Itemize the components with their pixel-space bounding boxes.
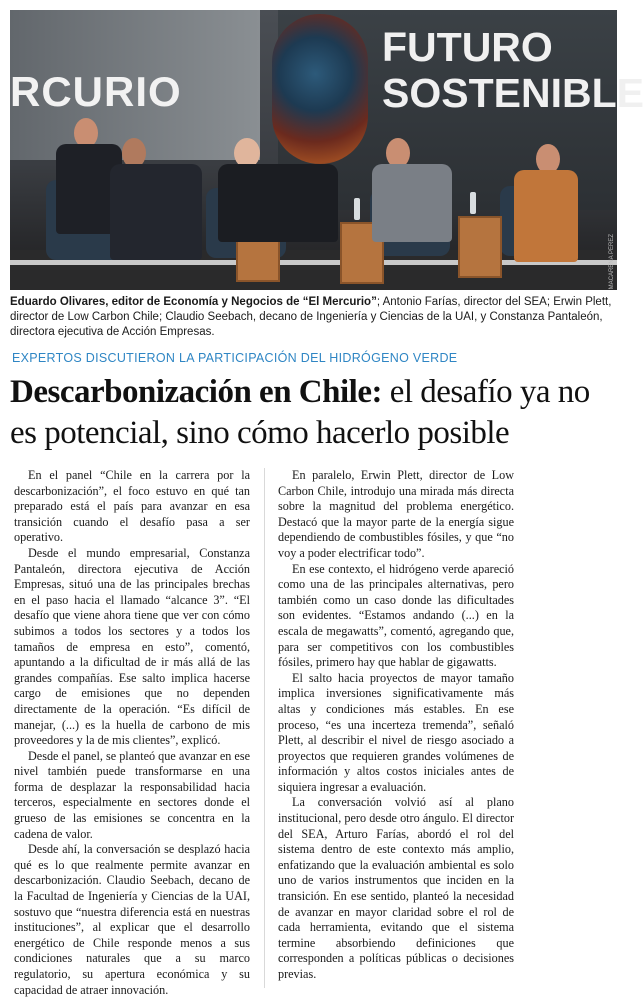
paragraph: Desde ahí, la conversación se desplazó hacia qué es lo que realmente permite avanzar en descarbonización. Claudio Seebach, decano de la Facultad de Ingeniería y Ciencias de la UAI, sostuvo que “nuestra diferencia está en nuestras instituciones”, al explicar que el desarrollo energético de Chile responde menos a sus condiciones naturales que a su marco regulatorio, su apertura económica y su capacidad de atraer innovación. xyxy=(14,842,250,997)
paragraph: Desde el mundo empresarial, Constanza Pantaleón, directora ejecutiva de Acción Empresas, situó una de las principales brechas en el paso hacia el llamado “alcance 3”. “El desafío que viene ahora tiene que ver con cómo subimos a todos los sectores y a todos los tamaños de empresa en esto”, comentó, apuntando a la dificultad de ir más allá de las grandes compañías. Ese salto implica hacerse cargo de emisiones que no dependen directamente de la operación. “Es difícil de manejar, (...) es la huella de carbono de mis proveedores y la de mis clientes”, explicó. xyxy=(14,545,250,748)
water-bottle xyxy=(470,192,476,214)
paragraph: La conversación volvió así al plano institucional, pero desde otro ángulo. El director del SEA, Arturo Farías, abordó el rol del sistema dentro de este contexto más amplio, enfatizando que la evaluación ambiental es solo uno de varios instrumentos que inciden en la transición. En ese sentido, planteó la necesidad de avanzar en mayor claridad sobre el rol de cada herramienta, evitando que el sistema termine absorbiendo definiciones que corresponden a políticas públicas o decisiones previas. xyxy=(278,795,514,981)
kicker: EXPERTOS DISCUTIERON LA PARTICIPACIÓN DEL HIDRÓGENO VERDE xyxy=(12,351,458,365)
headline xyxy=(10,372,620,454)
side-table xyxy=(458,216,502,278)
headline-bold: Descarbonización en Chile: xyxy=(10,374,382,410)
event-logo-right: FUTURO SOSTENIBLE xyxy=(382,24,644,116)
column-divider xyxy=(264,468,265,988)
photo-credit: MACARENA PÉREZ xyxy=(609,234,615,290)
article-column-1 xyxy=(14,468,250,998)
paragraph: En el panel “Chile en la carrera por la descarbonización”, el foco estuvo en qué tan preparado está el país para avanzar en esa transición cuando el desafío pasa a ser operativo. xyxy=(14,468,250,545)
paragraph: En paralelo, Erwin Plett, director de Low Carbon Chile, introdujo una mirada más directa sobre la magnitud del problema energético. Destacó que la mayor parte de la energía sigue dependiendo de combustibles fósiles, y que “no voy a poder electrificar todo”. xyxy=(278,468,514,560)
event-logo-left: RCURIO xyxy=(10,68,182,115)
globe-graphic xyxy=(272,14,368,164)
caption-rest: ; Antonio Farías, director del SEA; Erwin Plett, director de Low Carbon Chile; Claudio Seebach, decano de Ingeniería y Ciencias de la UAI, y Constanza Pantaleón, directora ejecutiva de Acción Empresas. xyxy=(10,296,612,338)
panel-photo xyxy=(10,10,644,290)
water-bottle xyxy=(354,198,360,220)
caption-lead: Eduardo Olivares, editor de Economía y Negocios de “El Mercurio” xyxy=(10,296,377,308)
headline-regular: el desafío ya no es potencial, sino cómo hacerlo posible xyxy=(10,374,590,451)
paragraph: En ese contexto, el hidrógeno verde apareció como una de las principales alternativas, pero también como un caso donde las dificultades son evidentes. “Estamos andando (...) en la escala de megawatts”, comentó, agregando que, para ser competitivos con los combustibles fósiles, primero hay que hablar de gigawatts. xyxy=(278,561,514,670)
paragraph: Desde el panel, se planteó que avanzar en ese nivel también puede transformarse en una forma de desplazar la responsabilidad hacia terceros, especialmente en sectores donde el grueso de las emisiones se concentra en la cadena de valor. xyxy=(14,748,250,841)
paragraph: El salto hacia proyectos de mayor tamaño implica inversiones significativamente más altas y condiciones más estables. En ese proceso, “es una incerteza tremenda”, señaló Plett, al describir el nivel de riesgo asociado a proyectos que requieren grandes volúmenes de información y altos costos iniciales antes de siquiera ingresar a evaluación. xyxy=(278,670,514,794)
article-column-2 xyxy=(278,468,514,983)
photo-caption xyxy=(10,295,617,340)
